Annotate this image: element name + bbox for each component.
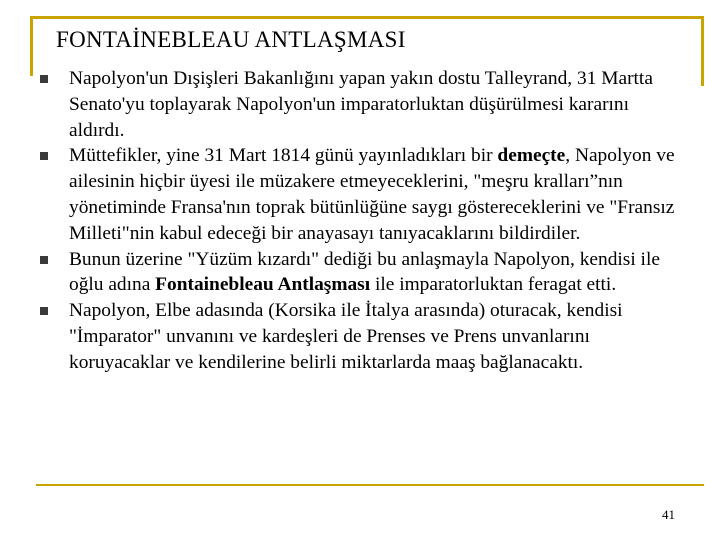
- square-bullet-icon: [40, 307, 48, 315]
- bullet-text-segment: Bunun üzerine "Yüzüm kızardı" dediği bu anlaşmayla Napolyon, kendisi ile oğlu adına: [69, 248, 660, 296]
- bullet-item: [40, 247, 680, 299]
- bullet-text-segment: Napolyon, Elbe adasında (Korsika ile İtalya arasında) oturacak, kendisi "İmparator" unvanını ve kardeşleri de Prenses ve Prens unvanlarını koruyacaklar ve kendilerine belirli miktarlarda maaş bağlanacaktı.: [69, 300, 623, 373]
- bullet-text: [69, 68, 653, 141]
- bullet-text: [69, 145, 675, 243]
- decorative-rule-top: [30, 16, 704, 19]
- bullet-text: [69, 249, 660, 296]
- square-bullet-icon: [40, 256, 48, 264]
- page-number: 41: [662, 507, 675, 522]
- bullet-list: [40, 66, 680, 376]
- slide-title: FONTAİNEBLEAU ANTLAŞMASI: [56, 27, 406, 52]
- bullet-item: [40, 66, 680, 143]
- bullet-text-segment: Napolyon'un Dışişleri Bakanlığını yapan yakın dostu Talleyrand, 31 Martta Senato'yu toplayarak Napolyon'un imparatorluktan düşürülmesi kararını aldırdı.: [69, 68, 653, 141]
- bullet-text-segment: ile imparatorluktan feragat etti.: [370, 274, 617, 296]
- bullet-text-emphasis: Fontainebleau Antlaşması: [155, 274, 371, 296]
- decorative-rule-right: [701, 16, 704, 86]
- bullet-text: [69, 300, 623, 373]
- bullet-item: [40, 143, 680, 246]
- bullet-text-emphasis: demeçte: [497, 145, 566, 167]
- bullet-text-segment: , Napolyon ve ailesinin hiçbir üyesi ile müzakere etmeyeceklerini, "meşru kralları”nın yönetiminde Fransa'nın toprak bütünlüğüne saygı göstereceklerini ve "Fransız Milleti"nin kabul edeceği bir anayasayı tanıyacaklarını bildirdiler.: [69, 145, 675, 244]
- square-bullet-icon: [40, 152, 48, 160]
- decorative-rule-left: [30, 16, 33, 76]
- decorative-rule-bottom: [36, 484, 704, 486]
- square-bullet-icon: [40, 75, 48, 83]
- bullet-text-segment: Müttefikler, yine 31 Mart 1814 günü yayınladıkları bir: [69, 145, 498, 167]
- bullet-item: [40, 298, 680, 375]
